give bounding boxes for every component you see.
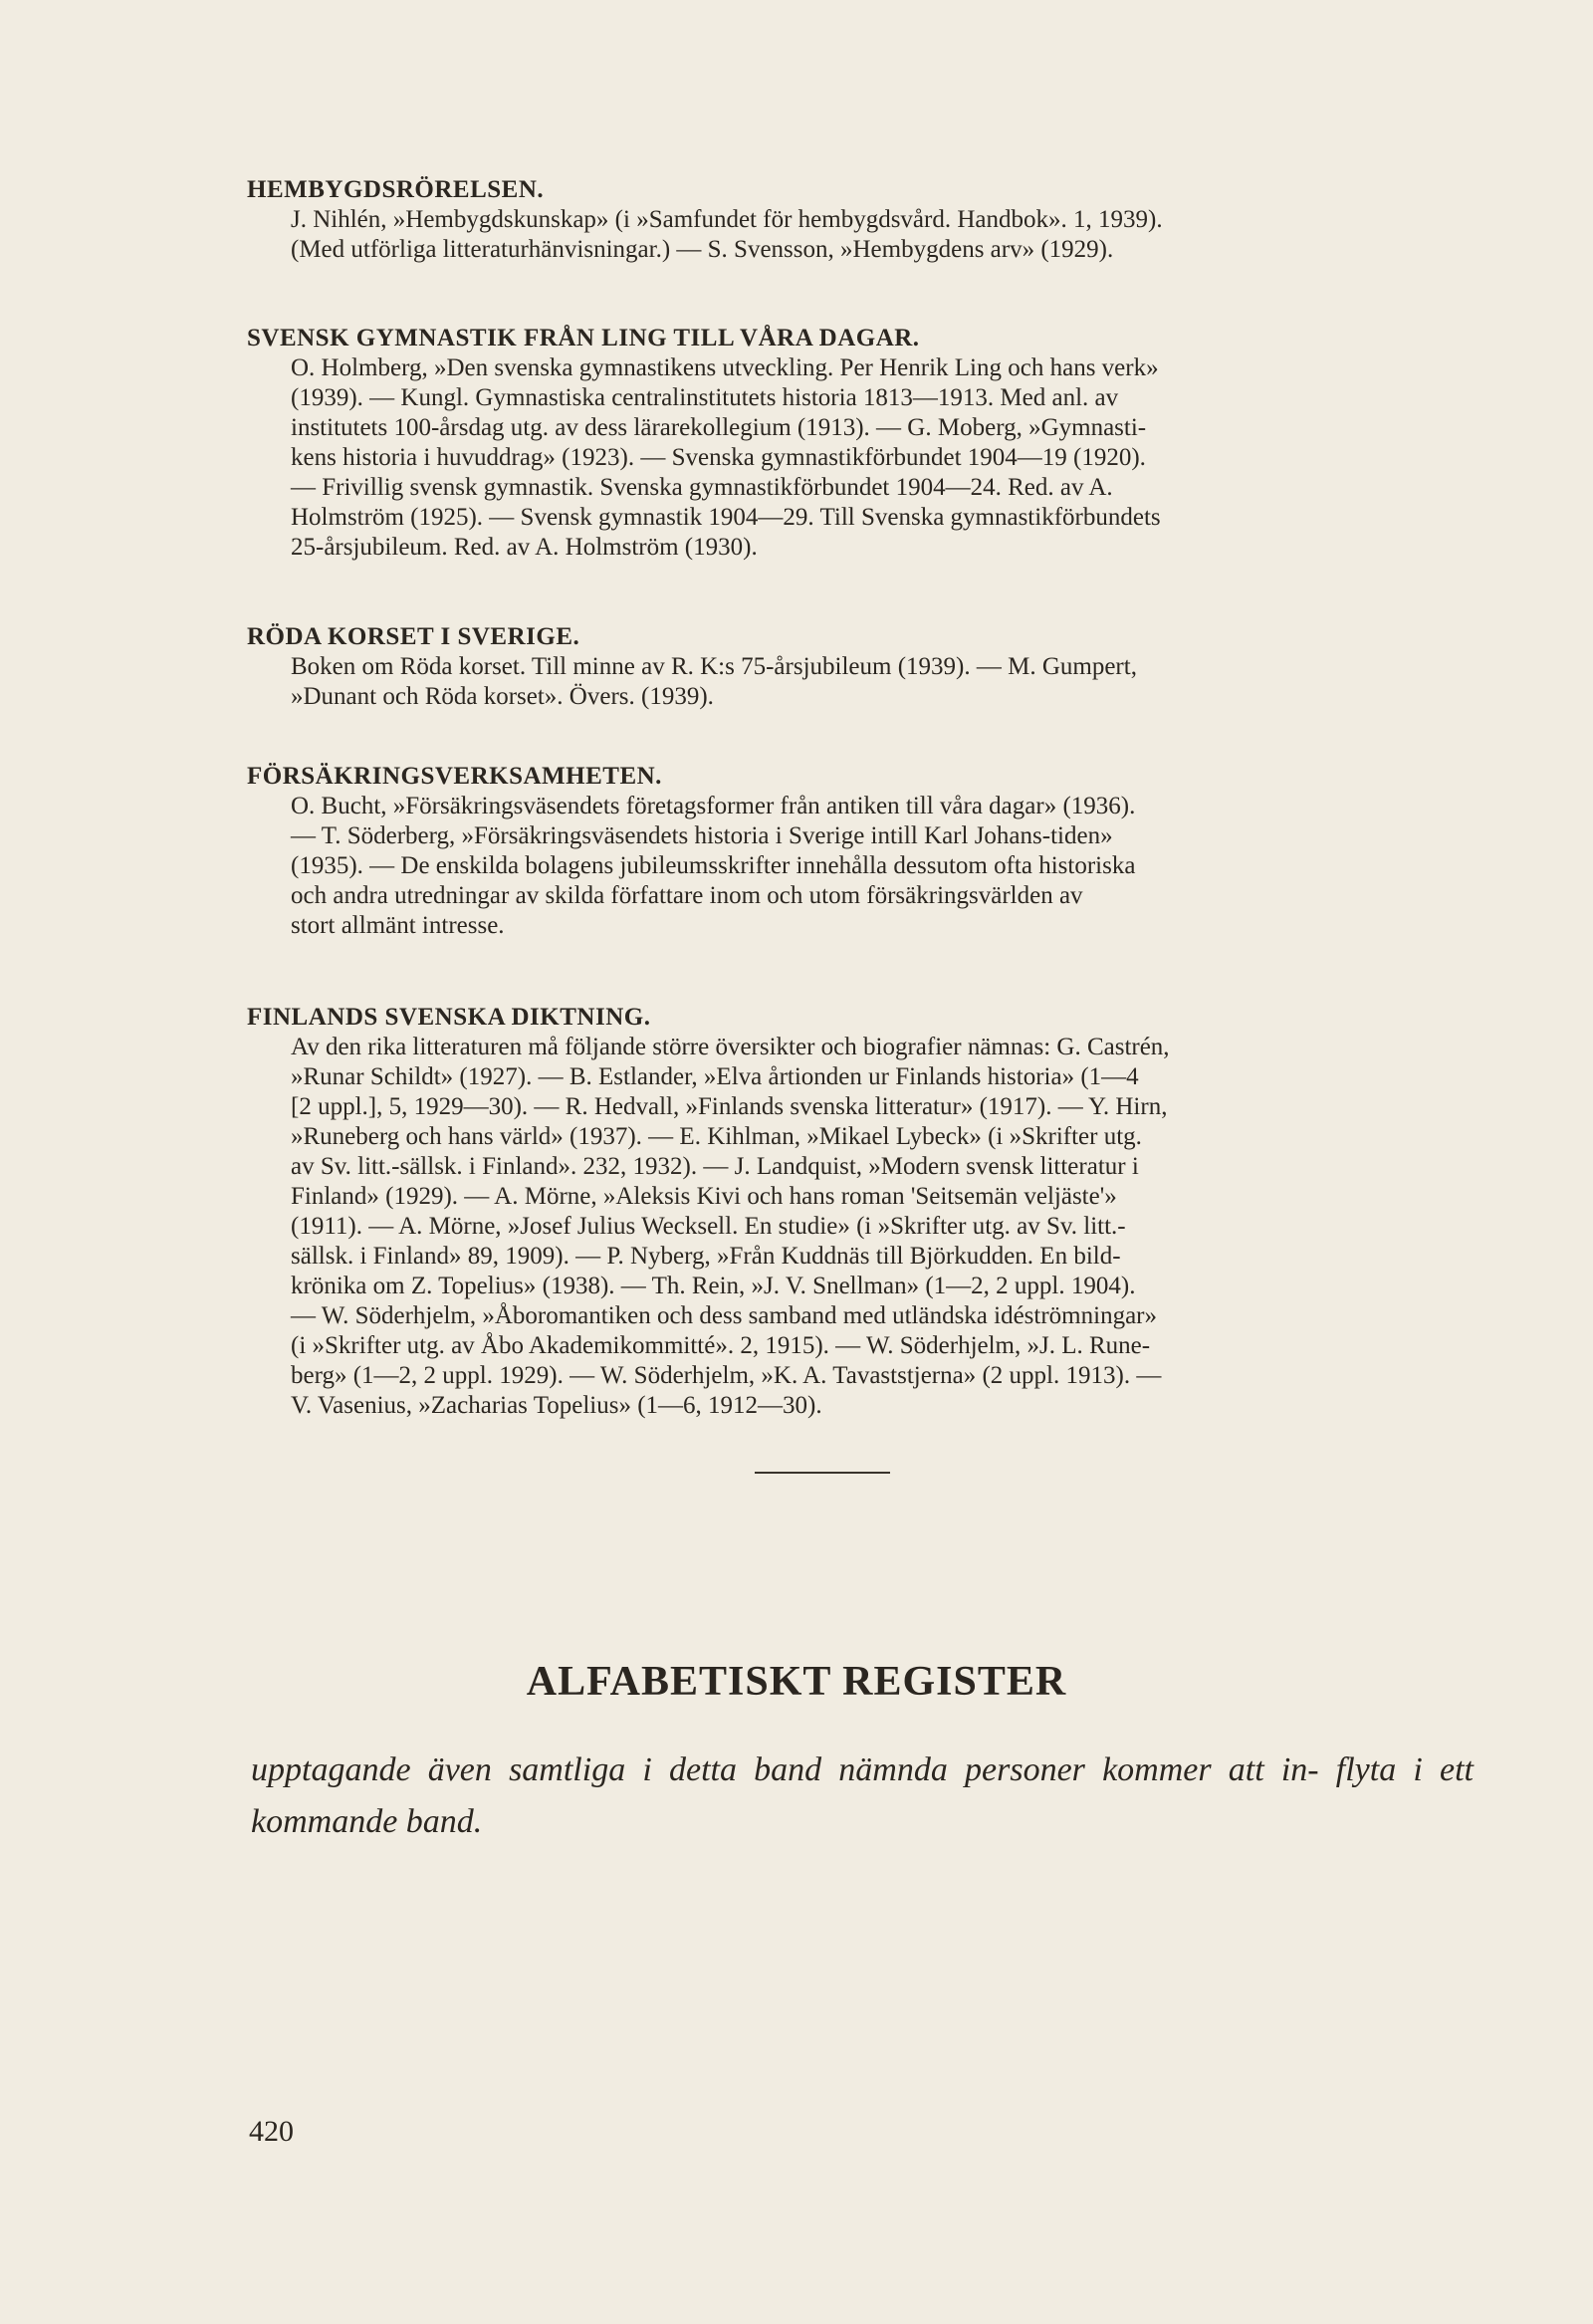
register-title: ALFABETISKT REGISTER — [526, 1659, 1067, 1705]
text-line: [2 uppl.], 5, 1929—30). — R. Hedvall, »Finlands svenska litteratur» (1917). — Y. Hirn, — [291, 1093, 1168, 1120]
text-line: O. Bucht, »Försäkringsväsendets företagsformer från antiken till våra dagar» (1936). — [291, 793, 1136, 819]
text-line: krönika om Z. Topelius» (1938). — Th. Rein, »J. V. Snellman» (1—2, 2 uppl. 1904). — [291, 1273, 1136, 1299]
section-heading: SVENSK GYMNASTIK FRÅN LING TILL VÅRA DAGAR. — [247, 325, 920, 351]
text-line: — Frivillig svensk gymnastik. Svenska gymnastikförbundet 1904—24. Red. av A. — [291, 474, 1113, 501]
text-line: J. Nihlén, »Hembygdskunskap» (i »Samfundet för hembygdsvård. Handbok». 1, 1939). — [291, 206, 1163, 233]
text-line: — T. Söderberg, »Försäkringsväsendets historia i Sverige intill Karl Johans-tiden» — [291, 822, 1113, 849]
section-body — [291, 353, 1474, 563]
section-heading: RÖDA KORSET I SVERIGE. — [247, 623, 580, 650]
text-line: berg» (1—2, 2 uppl. 1929). — W. Söderhjelm, »K. A. Tavaststjerna» (2 uppl. 1913). — — [291, 1362, 1162, 1389]
section-body — [291, 1033, 1474, 1421]
text-line: (1939). — Kungl. Gymnastiska centralinstitutets historia 1813—1913. Med anl. av — [291, 384, 1119, 411]
text-line: och andra utredningar av skilda författare inom och utom försäkringsvärlden av — [291, 882, 1083, 909]
text-line: »Runeberg och hans värld» (1937). — E. Kihlman, »Mikael Lybeck» (i »Skrifter utg. — [291, 1123, 1142, 1150]
text-line: Av den rika litteraturen må följande större översikter och biografier nämnas: G. Castrén, — [291, 1034, 1170, 1060]
text-line: 25-årsjubileum. Red. av A. Holmström (1930). — [291, 534, 758, 561]
register-subtitle: upptagande även samtliga i detta band nämnda personer kommer att in- flyta i ett kommande band. — [251, 1751, 1474, 1840]
text-line: — W. Söderhjelm, »Åboromantiken och dess samband med utländska idéströmningar» — [291, 1302, 1157, 1329]
section-body — [291, 652, 1474, 712]
text-line: V. Vasenius, »Zacharias Topelius» (1—6, 1912—30). — [291, 1392, 822, 1419]
section-heading: FINLANDS SVENSKA DIKTNING. — [247, 1004, 651, 1031]
text-line: (1935). — De enskilda bolagens jubileumsskrifter innehålla dessutom ofta historiska — [291, 852, 1136, 879]
section-forsakringsverksamheten — [247, 762, 1474, 941]
section-finlands-svenska-diktning — [247, 1003, 1474, 1421]
text-line: sällsk. i Finland» 89, 1909). — P. Nyberg, »Från Kuddnäs till Björkudden. En bild- — [291, 1243, 1121, 1270]
page-number: 420 — [249, 2115, 294, 2148]
text-line: O. Holmberg, »Den svenska gymnastikens utveckling. Per Henrik Ling och hans verk» — [291, 354, 1159, 381]
section-divider — [755, 1472, 890, 1474]
text-line: kens historia i huvuddrag» (1923). — Svenska gymnastikförbundet 1904—19 (1920). — [291, 444, 1146, 471]
text-line: Finland» (1929). — A. Mörne, »Aleksis Kivi och hans roman 'Seitsemän veljäste'» — [291, 1183, 1117, 1210]
text-line: stort allmänt intresse. — [291, 912, 505, 939]
text-line: »Dunant och Röda korset». Övers. (1939). — [291, 683, 714, 710]
text-line: (1911). — A. Mörne, »Josef Julius Wecksell. En studie» (i »Skrifter utg. av Sv. litt.- — [291, 1213, 1126, 1240]
text-line: institutets 100-årsdag utg. av dess lärarekollegium (1913). — G. Moberg, »Gymnasti- — [291, 414, 1147, 441]
text-line: »Runar Schildt» (1927). — B. Estlander, »Elva årtionden ur Finlands historia» (1—4 — [291, 1063, 1139, 1090]
section-hembygdsrorelsen — [247, 175, 1474, 265]
section-body — [291, 792, 1474, 941]
section-svensk-gymnastik — [247, 324, 1474, 563]
section-heading: HEMBYGDSRÖRELSEN. — [247, 176, 545, 203]
text-line: (i »Skrifter utg. av Åbo Akademikommitté». 2, 1915). — W. Söderhjelm, »J. L. Rune- — [291, 1332, 1151, 1359]
text-line: Holmström (1925). — Svensk gymnastik 1904—29. Till Svenska gymnastikförbundets — [291, 504, 1161, 531]
section-heading: FÖRSÄKRINGSVERKSAMHETEN. — [247, 763, 662, 790]
section-body — [291, 205, 1474, 265]
section-roda-korset — [247, 622, 1474, 712]
text-line: (Med utförliga litteraturhänvisningar.) — S. Svensson, »Hembygdens arv» (1929). — [291, 236, 1114, 263]
text-line: av Sv. litt.-sällsk. i Finland». 232, 1932). — J. Landquist, »Modern svensk litteratur i — [291, 1153, 1139, 1180]
text-line: Boken om Röda korset. Till minne av R. K:s 75-årsjubileum (1939). — M. Gumpert, — [291, 653, 1137, 680]
